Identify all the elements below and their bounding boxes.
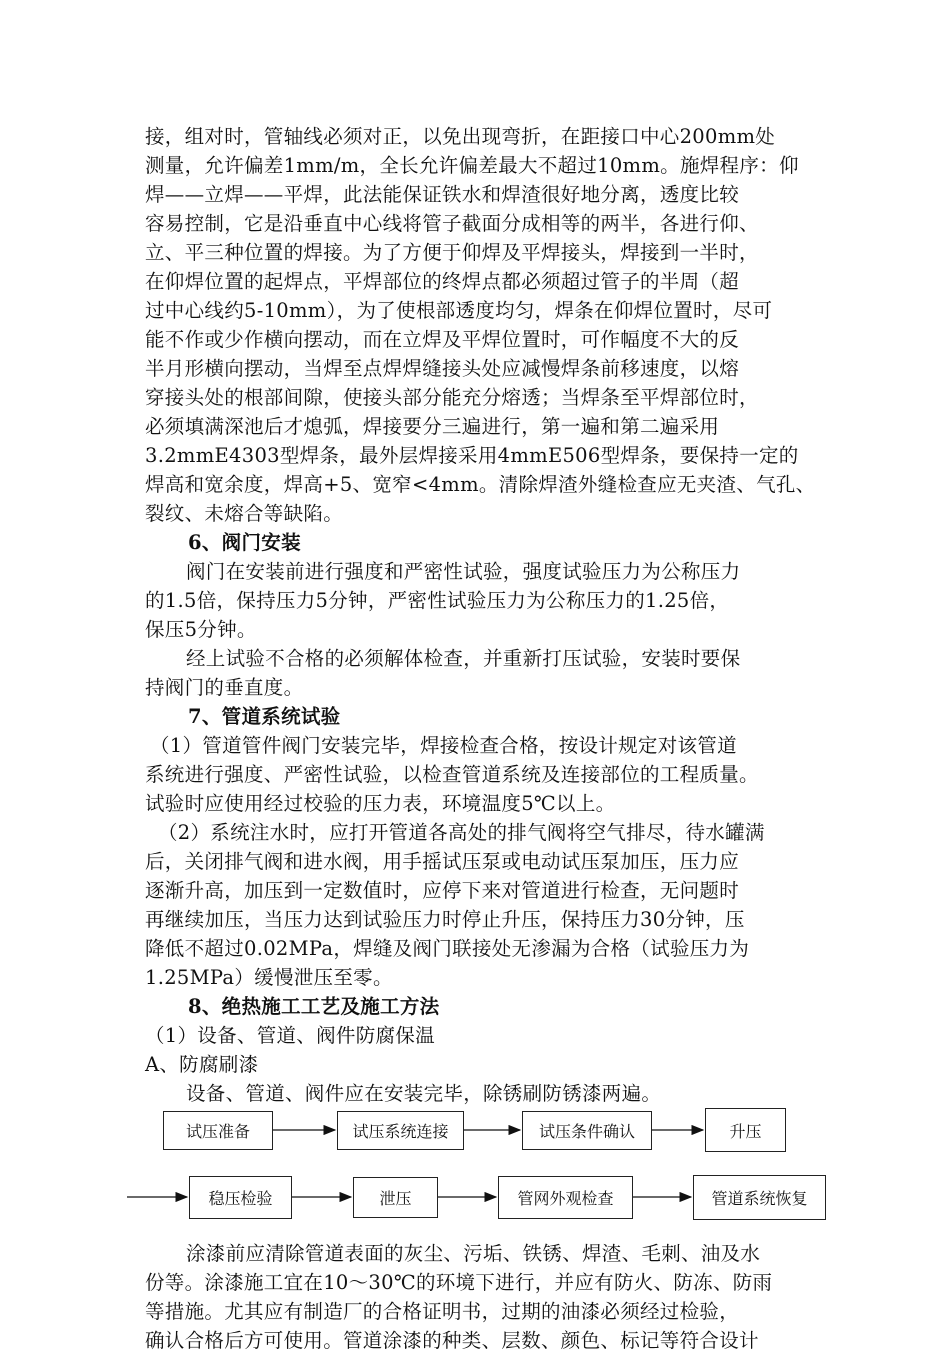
section-heading-pipe-test: 7、管道系统试验 (188, 705, 341, 728)
text-line: 裂纹、未熔合等缺陷。 (145, 502, 344, 525)
text-line: 1.25MPa）缓慢泄压至零。 (145, 966, 393, 989)
text-line: 焊——立焊——平焊，此法能保证铁水和焊渣很好地分离，透度比较 (145, 183, 740, 206)
subheading: A、防腐刷漆 (145, 1053, 259, 1076)
text-line: （2）系统注水时，应打开管道各高处的排气阀将空气排尽，待水罐满 (158, 821, 765, 844)
text-line: 必须填满深池后才熄弧，焊接要分三遍进行，第一遍和第二遍采用 (145, 415, 720, 438)
text-line: 涂漆前应清除管道表面的灰尘、污垢、铁锈、焊渣、毛刺、油及水 (186, 1242, 761, 1265)
flow-step-visual-inspect: 管网外观检查 (498, 1176, 633, 1219)
text-line: 半月形横向摆动，当焊至点焊焊缝接头处应减慢焊条前移速度，以熔 (145, 357, 740, 380)
flow-step-system-connect: 试压系统连接 (337, 1111, 464, 1150)
text-line: 确认合格后方可使用。管道涂漆的种类、层数、颜色、标记等符合设计 (145, 1329, 759, 1352)
text-line: 3.2mmE4303型焊条，最外层焊接采用4mmE506型焊条，要保持一定的 (145, 444, 799, 467)
text-line: 逐渐升高，加压到一定数值时，应停下来对管道进行检查，无问题时 (145, 879, 740, 902)
text-line: 穿接头处的根部间隙，使接头部分能充分熔透；当焊条至平焊部位时， (145, 386, 759, 409)
text-line: 试验时应使用经过校验的压力表，环境温度5℃以上。 (145, 792, 616, 815)
text-line: 再继续加压，当压力达到试验压力时停止升压，保持压力30分钟，压 (145, 908, 745, 931)
flow-step-stabilize-check: 稳压检验 (189, 1176, 292, 1219)
text-line: 经上试验不合格的必须解体检查，并重新打压试验，安装时要保 (186, 647, 741, 670)
text-line: 保压5分钟。 (145, 618, 257, 641)
text-line: 份等。涂漆施工宜在10～30℃的环境下进行，并应有防火、防冻、防雨 (145, 1271, 773, 1294)
text-line: 容易控制，它是沿垂直中心线将管子截面分成相等的两半，各进行仰、 (145, 212, 759, 235)
flow-step-system-restore: 管道系统恢复 (693, 1175, 826, 1220)
text-line: 接，组对时，管轴线必须对正，以免出现弯折，在距接口中心200mm处 (145, 125, 776, 148)
section-heading-insulation: 8、绝热施工工艺及施工方法 (188, 995, 440, 1018)
text-line: 设备、管道、阀件应在安装完毕，除锈刷防锈漆两遍。 (186, 1082, 662, 1105)
text-line: 焊高和宽余度，焊高+5、宽窄<4mm。清除焊渣外缝检查应无夹渣、气孔、 (145, 473, 816, 496)
flow-step-condition-confirm: 试压条件确认 (522, 1111, 652, 1150)
text-line: 测量，允许偏差1mm/m，全长允许偏差最大不超过10mm。施焊程序：仰 (145, 154, 799, 177)
text-line: 降低不超过0.02MPa，焊缝及阀门联接处无渗漏为合格（试验压力为 (145, 937, 750, 960)
text-line: 立、平三种位置的焊接。为了方便于仰焊及平焊接头，焊接到一半时， (145, 241, 759, 264)
text-line: 阀门在安装前进行强度和严密性试验，强度试验压力为公称压力 (186, 560, 741, 583)
text-line: 后，关闭排气阀和进水阀，用手摇试压泵或电动试压泵加压，压力应 (145, 850, 740, 873)
text-line: 的1.5倍，保持压力5分钟，严密性试验压力为公称压力的1.25倍， (145, 589, 730, 612)
text-line: （1）管道管件阀门安装完毕，焊接检查合格，按设计规定对该管道 (150, 734, 737, 757)
text-line: 持阀门的垂直度。 (145, 676, 304, 699)
text-line: 系统进行强度、严密性试验，以检查管道系统及连接部位的工程质量。 (145, 763, 759, 786)
flow-step-test-prep: 试压准备 (163, 1111, 273, 1150)
flow-step-pressurize: 升压 (705, 1108, 786, 1152)
text-line: 等措施。尤其应有制造厂的合格证明书，过期的油漆必须经过检验， (145, 1300, 740, 1323)
text-line: 过中心线约5-10mm），为了使根部透度均匀，焊条在仰焊位置时，尽可 (145, 299, 773, 322)
section-heading-valve: 6、阀门安装 (188, 531, 301, 554)
flow-step-depressurize: 泄压 (353, 1177, 438, 1218)
text-line: 能不作或少作横向摆动，而在立焊及平焊位置时，可作幅度不大的反 (145, 328, 740, 351)
text-line: 在仰焊位置的起焊点，平焊部位的终焊点都必须超过管子的半周（超 (145, 270, 740, 293)
subheading: （1）设备、管道、阀件防腐保温 (145, 1024, 435, 1047)
